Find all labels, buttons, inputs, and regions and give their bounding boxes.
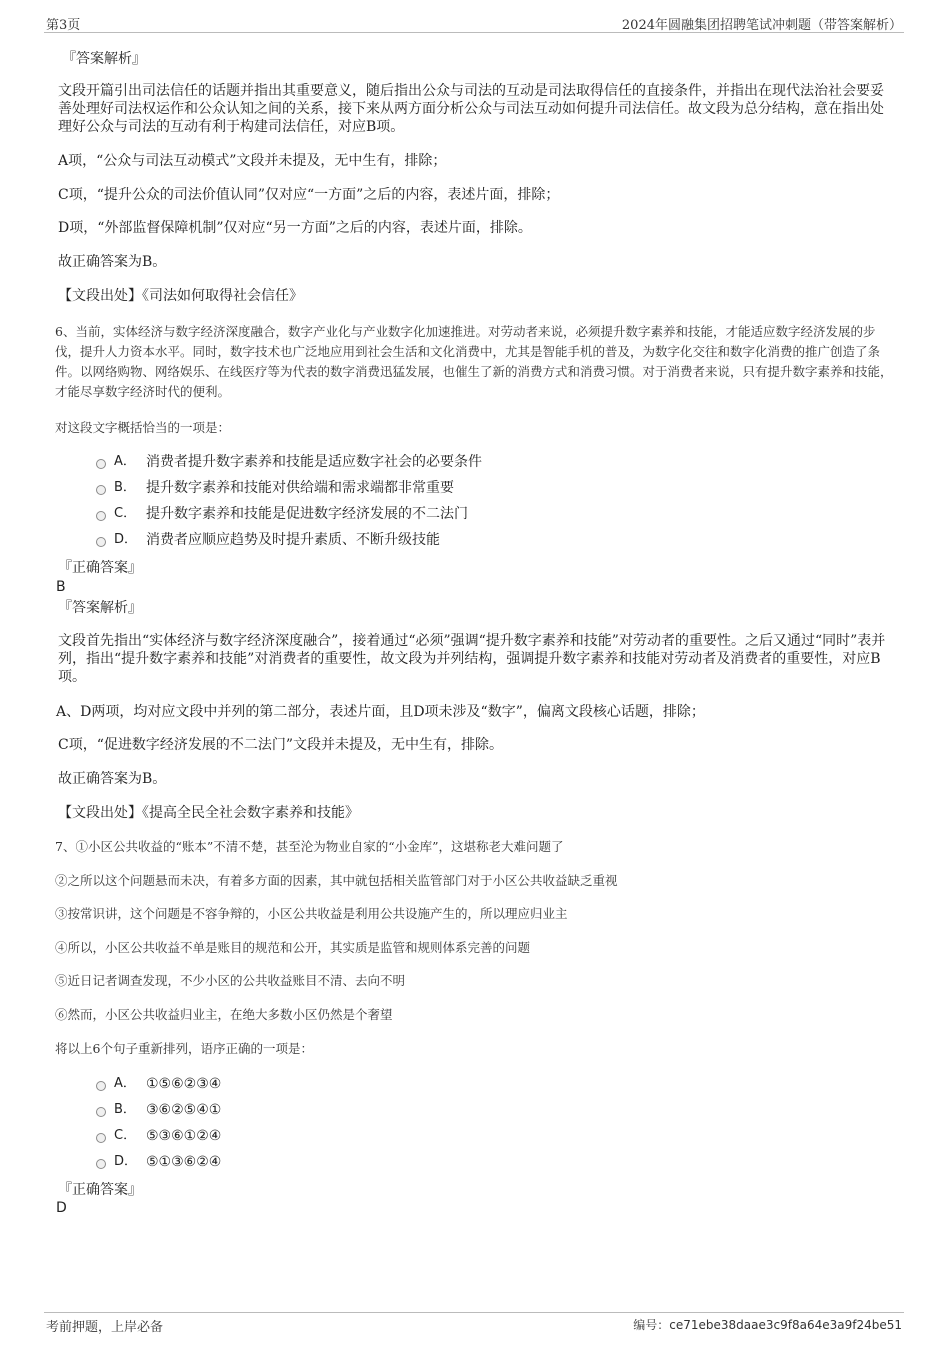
- page-footer: [44, 1312, 904, 1341]
- radio-button-icon[interactable]: [96, 485, 106, 495]
- question-7-sentence-1: 7、①小区公共收益的“账本”不清不楚，甚至沦为物业自家的“小金库”，这堪称老大难问题了: [55, 839, 564, 854]
- question-6-option-a[interactable]: A． 消费者提升数字素养和技能是适应数字社会的必要条件: [96, 453, 482, 471]
- question-7-sentence-3: ③按常识讲，这个问题是不容争辩的，小区公共收益是利用公共设施产生的，所以理应归业主: [55, 906, 568, 921]
- correct-answer-label: 『正确答案』: [58, 560, 142, 576]
- option-ad-analysis: A、D两项，均对应文段中并列的第二部分，表述片面，且D项未涉及“数字”，偏离文段核心话题，排除；: [56, 704, 705, 720]
- option-c-analysis: C项，“提升公众的司法价值认同”仅对应“一方面”之后的内容，表述片面，排除；: [58, 187, 560, 203]
- radio-button-icon[interactable]: [96, 1081, 106, 1091]
- question-7-option-b[interactable]: B． ③⑥②⑤④①: [96, 1101, 221, 1119]
- option-c-analysis: C项，“促进数字经济发展的不二法门”文段并未提及，无中生有，排除。: [58, 737, 504, 753]
- question-7-option-c[interactable]: C． ⑤③⑥①②④: [96, 1127, 221, 1145]
- footer-slogan: 考前押题，上岸必备: [46, 1320, 164, 1335]
- question-6-option-d[interactable]: D． 消费者应顺应趋势及时提升素质、不断升级技能: [96, 531, 440, 549]
- question-7-option-a[interactable]: A． ①⑤⑥②③④: [96, 1075, 221, 1093]
- conclusion: 故正确答案为B。: [58, 771, 167, 787]
- question-7-sentence-4: ④所以，小区公共收益不单是账目的规范和公开，其实质是监管和规则体系完善的问题: [55, 940, 531, 955]
- question-7-option-d[interactable]: D． ⑤①③⑥②④: [96, 1153, 221, 1171]
- option-a-analysis: A项，“公众与司法互动模式”文段并未提及，无中生有，排除；: [58, 153, 447, 169]
- source: 【文段出处】《司法如何取得社会信任》: [58, 288, 303, 304]
- analysis-label: 『答案解析』: [58, 600, 142, 616]
- radio-button-icon[interactable]: [96, 459, 106, 469]
- question-6-option-c[interactable]: C． 提升数字素养和技能是促进数字经济发展的不二法门: [96, 505, 468, 523]
- correct-answer-label: 『正确答案』: [58, 1182, 142, 1198]
- question-7-prompt: 将以上6个句子重新排列，语序正确的一项是：: [55, 1041, 313, 1056]
- radio-button-icon[interactable]: [96, 1107, 106, 1117]
- page-header: [44, 10, 904, 33]
- document-code: 编号：ce71ebe38daae3c9f8a64e3a9f24be51: [633, 1318, 902, 1332]
- analysis-text: 文段首先指出“实体经济与数字经济深度融合”，接着通过“必须”强调“提升数字素养和技能”对劳动者的重要性。之后又通过“同时”表并列，指出“提升数字素养和技能”对消费者的重要性，故文段为并列结构，强调提升数字素养和技能对劳动者及消费者的重要性，对应B项。: [58, 633, 886, 685]
- correct-answer: B: [56, 579, 66, 595]
- question-6-stem: 6、当前，实体经济与数字经济深度融合，数字产业化与产业数字化加速推进。对劳动者来说，必须提升数字素养和技能，才能适应数字经济发展的步伐，提升人力资本水平。同时，数字技术也广泛地应用到社会生活和文化消费中，尤其是智能手机的普及，为数字化交往和数字化消费的推广创造了条件。以网络购物、网络娱乐、在线医疗等为代表的数字消费迅猛发展，也催生了新的消费方式和消费习惯。对于消费者来说，只有提升数字素养和技能，才能尽享数字经济时代的便利。: [55, 324, 893, 399]
- option-d-analysis: D项，“外部监督保障机制”仅对应“另一方面”之后的内容，表述片面，排除。: [58, 220, 532, 236]
- analysis-label: 『答案解析』: [62, 51, 146, 67]
- source: 【文段出处】《提高全民全社会数字素养和技能》: [58, 805, 359, 821]
- page-number: 第3页: [46, 18, 81, 33]
- correct-answer: D: [56, 1200, 67, 1216]
- question-7-sentence-2: ②之所以这个问题悬而未决，有着多方面的因素，其中就包括相关监管部门对于小区公共收益缺乏重视: [55, 873, 618, 888]
- radio-button-icon[interactable]: [96, 511, 106, 521]
- question-7-sentence-6: ⑥然而，小区公共收益归业主，在绝大多数小区仍然是个奢望: [55, 1007, 393, 1022]
- conclusion: 故正确答案为B。: [58, 254, 167, 270]
- radio-button-icon[interactable]: [96, 1159, 106, 1169]
- radio-button-icon[interactable]: [96, 537, 106, 547]
- question-7-sentence-5: ⑤近日记者调查发现，不少小区的公共收益账目不清、去向不明: [55, 973, 406, 988]
- question-6-option-b[interactable]: B． 提升数字素养和技能对供给端和需求端都非常重要: [96, 479, 454, 497]
- question-6-prompt: 对这段文字概括恰当的一项是：: [55, 420, 231, 435]
- radio-button-icon[interactable]: [96, 1133, 106, 1143]
- analysis-text: 文段开篇引出司法信任的话题并指出其重要意义，随后指出公众与司法的互动是司法取得信任的直接条件，并指出在现代法治社会要妥善处理好司法权运作和公众认知之间的关系，接下来从两方面分析公众与司法互动如何提升司法信任。故文段为总分结构，意在指出处理好公众与司法的互动有利于构建司法信任，对应B项。: [58, 83, 884, 135]
- document-title: 2024年圆融集团招聘笔试冲刺题（带答案解析）: [621, 18, 902, 33]
